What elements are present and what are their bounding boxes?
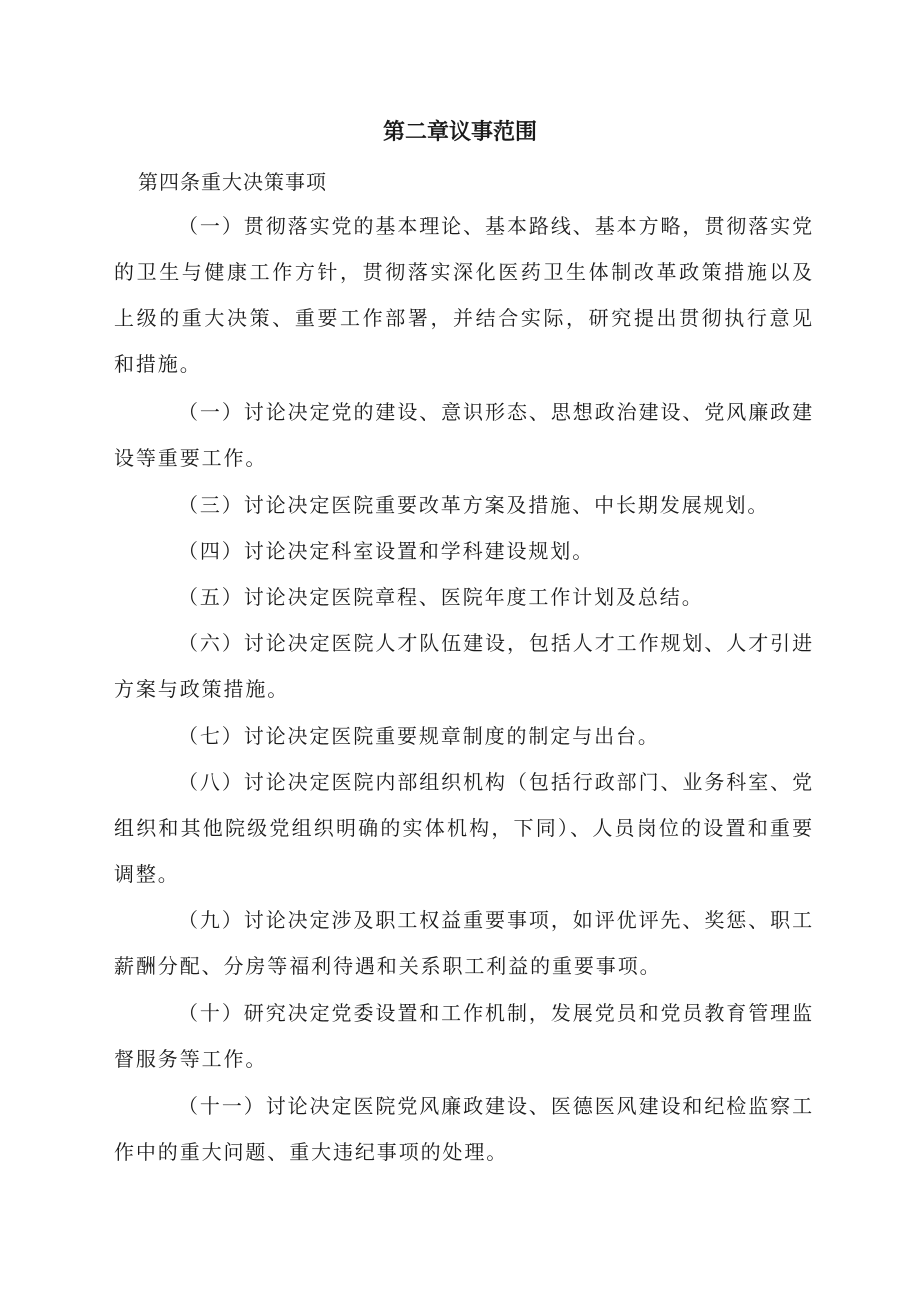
- article-title: 第四条重大决策事项: [138, 170, 327, 194]
- paragraph-item-8: （八）讨论决定医院内部组织机构（包括行政部门、业务科室、党组织和其他院级党组织明确的实体机构，下同）、人员岗位的设置和重要调整。: [114, 770, 814, 886]
- paragraph-item-5: （五）讨论决定医院章程、医院年度工作计划及总结。: [178, 585, 704, 609]
- paragraph-item-1: （一）贯彻落实党的基本理论、基本路线、基本方略，贯彻落实党的卫生与健康工作方针，贯彻落实深化医药卫生体制改革政策措施以及上级的重大决策、重要工作部署，并结合实际，研究提出贯彻执行意见和措施。: [114, 214, 814, 376]
- paragraph-item-3: （三）讨论决定医院重要改革方案及措施、中长期发展规划。: [178, 493, 770, 517]
- paragraph-item-2: （一）讨论决定党的建设、意识形态、思想政治建设、党风廉政建设等重要工作。: [114, 400, 814, 470]
- paragraph-item-10: （十）研究决定党委设置和工作机制，发展党员和党员教育管理监督服务等工作。: [114, 1001, 814, 1071]
- paragraph-item-6: （六）讨论决定医院人才队伍建设，包括人才工作规划、人才引进方案与政策措施。: [114, 631, 814, 701]
- paragraph-item-7: （七）讨论决定医院重要规章制度的制定与出台。: [178, 724, 660, 748]
- paragraph-item-4: （四）讨论决定科室设置和学科建设规划。: [178, 539, 595, 563]
- chapter-title: 第二章议事范围: [382, 120, 537, 145]
- paragraph-item-11: （十一）讨论决定医院党风廉政建设、医德医风建设和纪检监察工作中的重大问题、重大违纪事项的处理。: [114, 1094, 814, 1164]
- paragraph-item-9: （九）讨论决定涉及职工权益重要事项，如评优评先、奖惩、职工薪酬分配、分房等福利待遇和关系职工利益的重要事项。: [114, 908, 814, 978]
